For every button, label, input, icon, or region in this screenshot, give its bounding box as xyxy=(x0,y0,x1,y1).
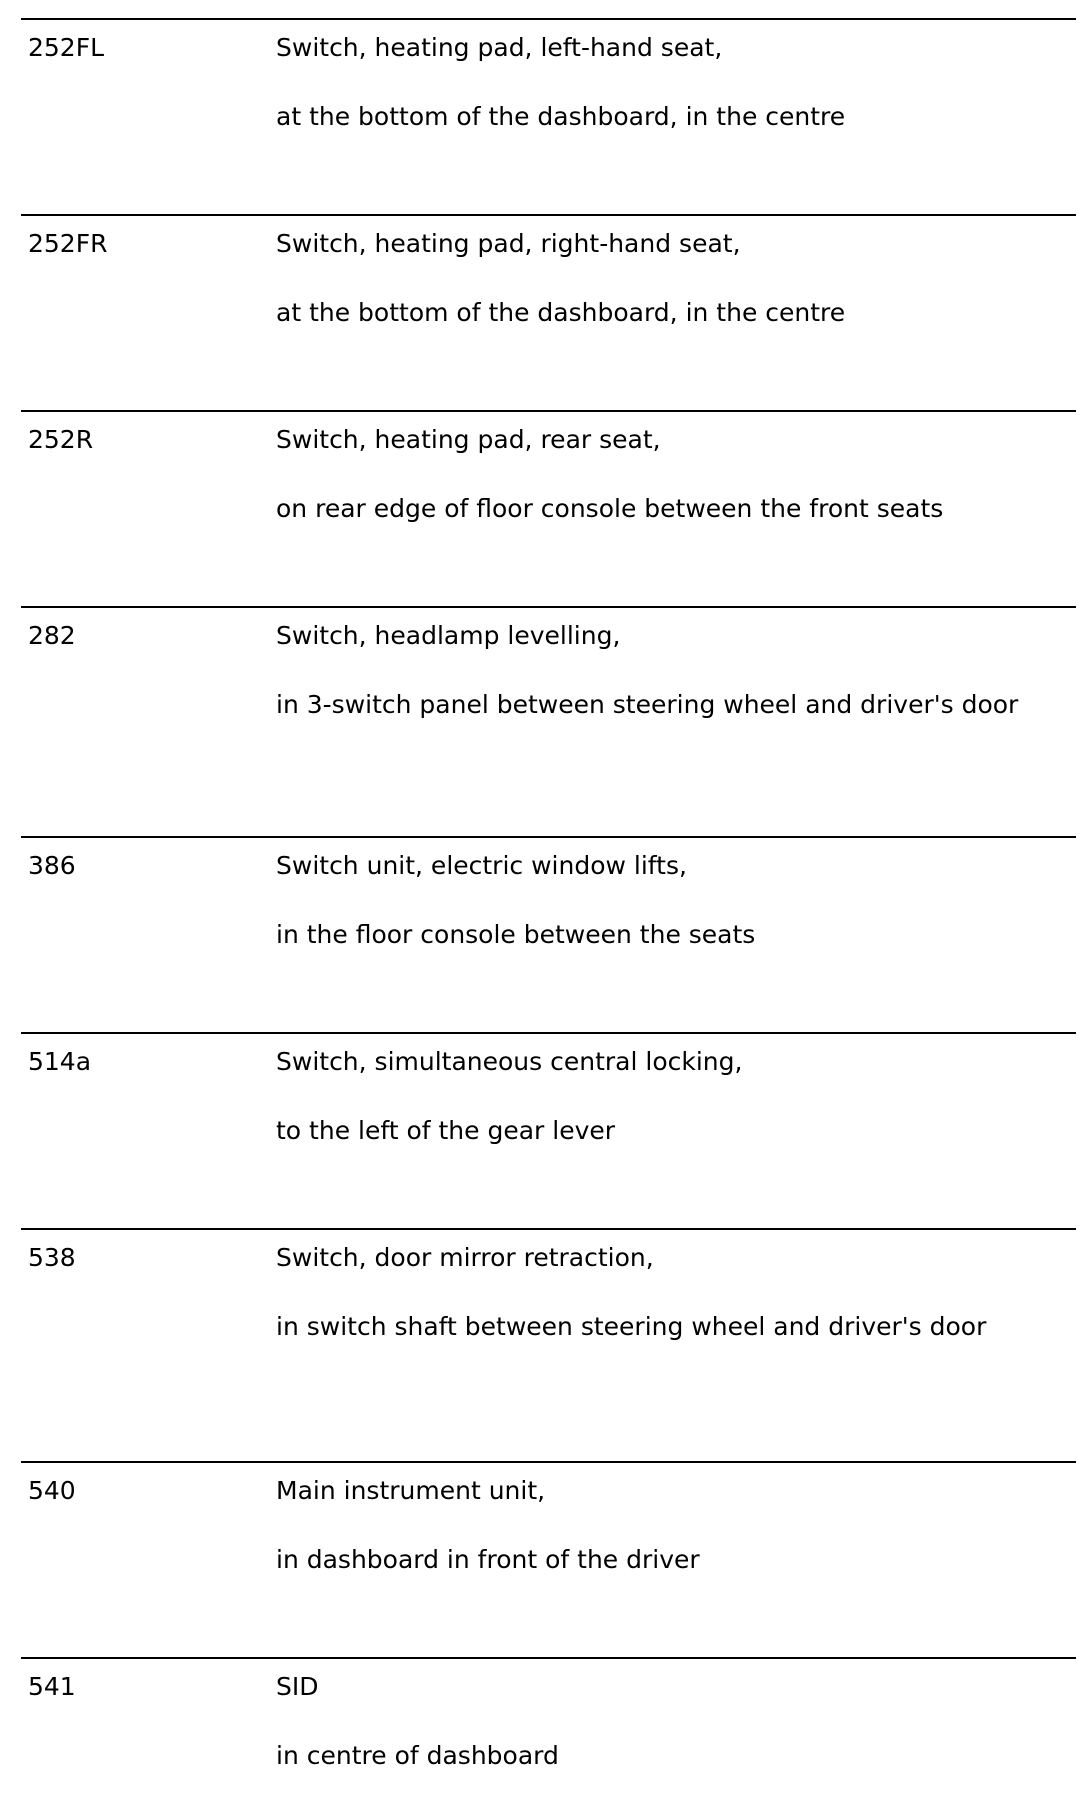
component-description xyxy=(276,32,1076,133)
component-location: in the floor console between the seats xyxy=(276,920,756,949)
table-row xyxy=(21,214,1076,410)
component-code: 252FL xyxy=(28,33,105,62)
table-row xyxy=(21,18,1076,214)
component-title: SID xyxy=(276,1672,319,1701)
component-description xyxy=(276,620,1076,721)
component-title: Switch, headlamp levelling, xyxy=(276,621,621,650)
component-code: 540 xyxy=(28,1476,76,1505)
component-title: Main instrument unit, xyxy=(276,1476,546,1505)
component-location: on rear edge of floor console between the front seats xyxy=(276,494,944,523)
component-title: Switch, heating pad, left-hand seat, xyxy=(276,33,723,62)
component-code: 514a xyxy=(28,1047,92,1076)
component-description xyxy=(276,1475,1076,1576)
component-code: 538 xyxy=(28,1243,76,1272)
table-row xyxy=(21,1461,1076,1657)
component-description xyxy=(276,1242,1076,1343)
component-title: Switch, heating pad, right-hand seat, xyxy=(276,229,741,258)
component-code: 386 xyxy=(28,851,76,880)
table-row xyxy=(21,410,1076,606)
component-location: at the bottom of the dashboard, in the centre xyxy=(276,102,846,131)
component-description xyxy=(276,424,1076,525)
component-location: to the left of the gear lever xyxy=(276,1116,616,1145)
component-title: Switch, door mirror retraction, xyxy=(276,1243,654,1272)
component-location: at the bottom of the dashboard, in the centre xyxy=(276,298,846,327)
component-location: in dashboard in front of the driver xyxy=(276,1545,700,1574)
component-title: Switch unit, electric window lifts, xyxy=(276,851,687,880)
component-title: Switch, heating pad, rear seat, xyxy=(276,425,661,454)
component-location: in centre of dashboard xyxy=(276,1741,559,1770)
table-row xyxy=(21,606,1076,836)
component-description xyxy=(276,1046,1076,1147)
table-row xyxy=(21,1032,1076,1228)
component-location: in switch shaft between steering wheel and driver's door xyxy=(276,1312,987,1341)
component-location: in 3-switch panel between steering wheel and driver's door xyxy=(276,690,1019,719)
component-title: Switch, simultaneous central locking, xyxy=(276,1047,743,1076)
component-description xyxy=(276,1671,1076,1772)
component-description xyxy=(276,228,1076,329)
component-code: 282 xyxy=(28,621,76,650)
component-code: 252R xyxy=(28,425,94,454)
component-code: 252FR xyxy=(28,229,108,258)
component-table xyxy=(21,18,1076,1787)
component-description xyxy=(276,850,1076,951)
table-row xyxy=(21,1228,1076,1461)
component-code: 541 xyxy=(28,1672,76,1701)
table-row xyxy=(21,1657,1076,1787)
table-row xyxy=(21,836,1076,1032)
